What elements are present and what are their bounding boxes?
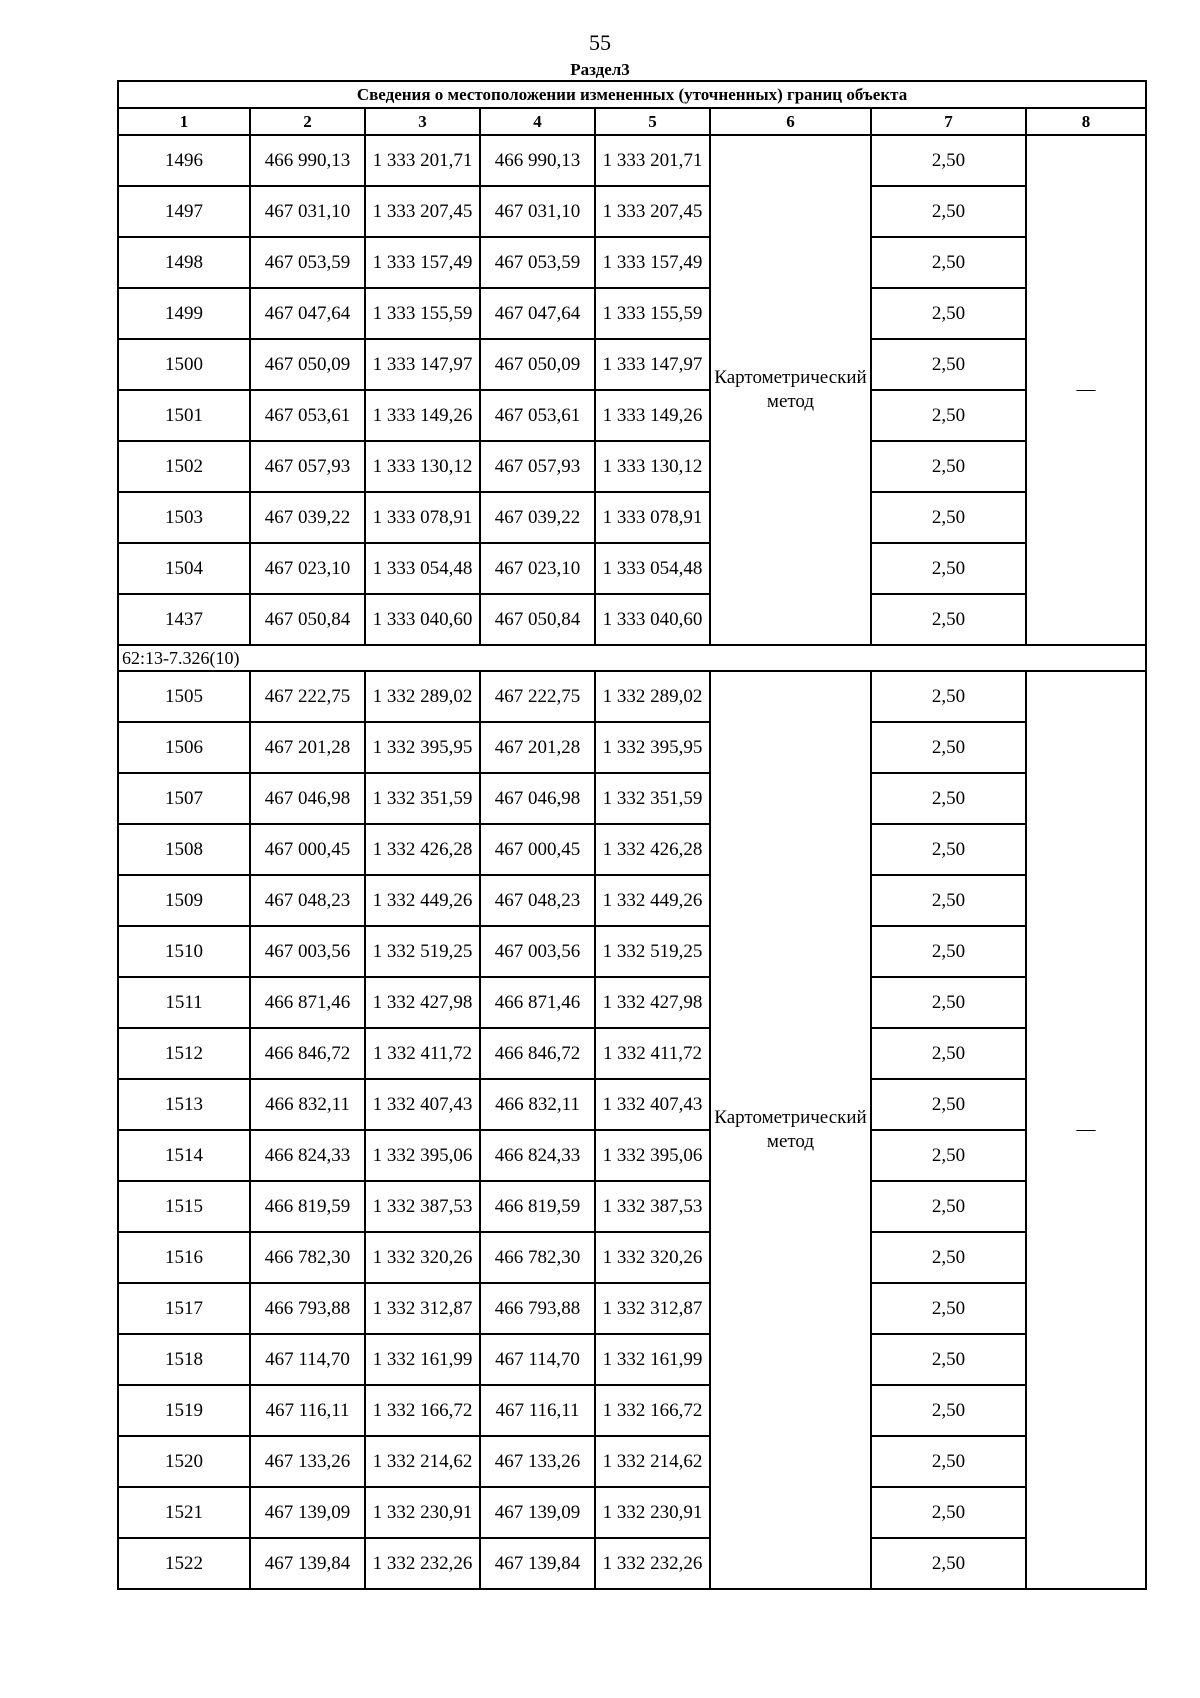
new-y-cell: 1 333 207,45: [595, 186, 710, 237]
point-number-cell: 1516: [118, 1232, 250, 1283]
table-row: [118, 543, 1146, 594]
point-number-cell: 1520: [118, 1436, 250, 1487]
column-number: 3: [365, 108, 480, 135]
old-y-cell: 1 332 289,02: [365, 671, 480, 722]
note-cell: —: [1026, 671, 1146, 1589]
new-x-cell: 466 871,46: [480, 977, 595, 1028]
precision-cell: 2,50: [871, 543, 1026, 594]
new-x-cell: 467 222,75: [480, 671, 595, 722]
point-number-cell: 1515: [118, 1181, 250, 1232]
new-x-cell: 467 046,98: [480, 773, 595, 824]
old-x-cell: 467 047,64: [250, 288, 365, 339]
new-y-cell: 1 332 230,91: [595, 1487, 710, 1538]
point-number-cell: 1500: [118, 339, 250, 390]
new-x-cell: 467 057,93: [480, 441, 595, 492]
table-row: [118, 671, 1146, 722]
old-y-cell: 1 332 449,26: [365, 875, 480, 926]
new-x-cell: 467 047,64: [480, 288, 595, 339]
point-number-cell: 1497: [118, 186, 250, 237]
precision-cell: 2,50: [871, 492, 1026, 543]
column-number: 8: [1026, 108, 1146, 135]
old-y-cell: 1 332 320,26: [365, 1232, 480, 1283]
new-y-cell: 1 332 395,95: [595, 722, 710, 773]
point-number-cell: 1518: [118, 1334, 250, 1385]
new-x-cell: 467 000,45: [480, 824, 595, 875]
parcel-label-row: [118, 645, 1146, 671]
old-x-cell: 467 116,11: [250, 1385, 365, 1436]
new-y-cell: 1 333 147,97: [595, 339, 710, 390]
new-x-cell: 466 782,30: [480, 1232, 595, 1283]
old-y-cell: 1 333 201,71: [365, 135, 480, 186]
old-y-cell: 1 332 230,91: [365, 1487, 480, 1538]
new-x-cell: 466 846,72: [480, 1028, 595, 1079]
point-number-cell: 1499: [118, 288, 250, 339]
new-x-cell: 467 139,09: [480, 1487, 595, 1538]
new-y-cell: 1 333 130,12: [595, 441, 710, 492]
point-number-cell: 1519: [118, 1385, 250, 1436]
table-row: [118, 237, 1146, 288]
table-row: [118, 1079, 1146, 1130]
old-x-cell: 466 782,30: [250, 1232, 365, 1283]
table-row: [118, 1487, 1146, 1538]
new-y-cell: 1 333 078,91: [595, 492, 710, 543]
point-number-cell: 1506: [118, 722, 250, 773]
precision-cell: 2,50: [871, 441, 1026, 492]
new-y-cell: 1 333 201,71: [595, 135, 710, 186]
old-y-cell: 1 332 312,87: [365, 1283, 480, 1334]
new-y-cell: 1 332 289,02: [595, 671, 710, 722]
precision-cell: 2,50: [871, 186, 1026, 237]
table-row: [118, 390, 1146, 441]
new-y-cell: 1 332 166,72: [595, 1385, 710, 1436]
new-y-cell: 1 332 395,06: [595, 1130, 710, 1181]
new-x-cell: 467 053,61: [480, 390, 595, 441]
old-x-cell: 466 832,11: [250, 1079, 365, 1130]
new-x-cell: 467 114,70: [480, 1334, 595, 1385]
column-number-row: [118, 108, 1146, 135]
old-y-cell: 1 333 147,97: [365, 339, 480, 390]
note-cell: —: [1026, 135, 1146, 645]
new-y-cell: 1 333 040,60: [595, 594, 710, 645]
table-row: [118, 1181, 1146, 1232]
point-number-cell: 1501: [118, 390, 250, 441]
precision-cell: 2,50: [871, 926, 1026, 977]
precision-cell: 2,50: [871, 1028, 1026, 1079]
new-x-cell: 467 023,10: [480, 543, 595, 594]
old-x-cell: 466 846,72: [250, 1028, 365, 1079]
table-row: [118, 1028, 1146, 1079]
old-x-cell: 467 133,26: [250, 1436, 365, 1487]
old-x-cell: 467 023,10: [250, 543, 365, 594]
precision-cell: 2,50: [871, 339, 1026, 390]
old-x-cell: 467 046,98: [250, 773, 365, 824]
table-row: [118, 926, 1146, 977]
table-row: [118, 722, 1146, 773]
new-x-cell: 467 139,84: [480, 1538, 595, 1589]
table-row: [118, 773, 1146, 824]
new-y-cell: 1 332 161,99: [595, 1334, 710, 1385]
new-y-cell: 1 332 232,26: [595, 1538, 710, 1589]
old-x-cell: 467 057,93: [250, 441, 365, 492]
new-y-cell: 1 333 054,48: [595, 543, 710, 594]
column-number: 1: [118, 108, 250, 135]
point-number-cell: 1522: [118, 1538, 250, 1589]
point-number-cell: 1514: [118, 1130, 250, 1181]
old-x-cell: 467 039,22: [250, 492, 365, 543]
precision-cell: 2,50: [871, 875, 1026, 926]
table-row: [118, 339, 1146, 390]
old-x-cell: 466 824,33: [250, 1130, 365, 1181]
point-number-cell: 1508: [118, 824, 250, 875]
old-y-cell: 1 332 395,95: [365, 722, 480, 773]
old-x-cell: 466 793,88: [250, 1283, 365, 1334]
new-x-cell: 466 819,59: [480, 1181, 595, 1232]
point-number-cell: 1510: [118, 926, 250, 977]
old-y-cell: 1 333 149,26: [365, 390, 480, 441]
new-x-cell: 466 824,33: [480, 1130, 595, 1181]
section-title: Раздел3: [570, 60, 630, 79]
table-row: [118, 977, 1146, 1028]
table-row: [118, 1334, 1146, 1385]
old-y-cell: 1 332 232,26: [365, 1538, 480, 1589]
new-y-cell: 1 332 387,53: [595, 1181, 710, 1232]
table-caption: Сведения о местоположении измененных (уточненных) границ объекта: [118, 81, 1146, 108]
point-number-cell: 1502: [118, 441, 250, 492]
table-row: [118, 1232, 1146, 1283]
point-number-cell: 1507: [118, 773, 250, 824]
old-y-cell: 1 333 040,60: [365, 594, 480, 645]
precision-cell: 2,50: [871, 135, 1026, 186]
table-row: [118, 1283, 1146, 1334]
point-number-cell: 1498: [118, 237, 250, 288]
precision-cell: 2,50: [871, 1232, 1026, 1283]
new-y-cell: 1 333 155,59: [595, 288, 710, 339]
new-y-cell: 1 332 214,62: [595, 1436, 710, 1487]
old-x-cell: 467 053,59: [250, 237, 365, 288]
precision-cell: 2,50: [871, 1385, 1026, 1436]
new-y-cell: 1 332 312,87: [595, 1283, 710, 1334]
new-x-cell: 467 133,26: [480, 1436, 595, 1487]
old-y-cell: 1 332 426,28: [365, 824, 480, 875]
point-number-cell: 1503: [118, 492, 250, 543]
new-x-cell: 467 031,10: [480, 186, 595, 237]
new-x-cell: 467 053,59: [480, 237, 595, 288]
new-x-cell: 467 003,56: [480, 926, 595, 977]
column-number: 5: [595, 108, 710, 135]
old-x-cell: 467 053,61: [250, 390, 365, 441]
new-y-cell: 1 332 351,59: [595, 773, 710, 824]
column-number: 6: [710, 108, 871, 135]
precision-cell: 2,50: [871, 1334, 1026, 1385]
table-caption-row: [118, 81, 1146, 108]
parcel-label: 62:13-7.326(10): [118, 645, 1146, 671]
column-number: 2: [250, 108, 365, 135]
precision-cell: 2,50: [871, 594, 1026, 645]
new-x-cell: 466 832,11: [480, 1079, 595, 1130]
table-row: [118, 1385, 1146, 1436]
old-x-cell: 467 201,28: [250, 722, 365, 773]
old-y-cell: 1 333 078,91: [365, 492, 480, 543]
old-x-cell: 467 114,70: [250, 1334, 365, 1385]
point-number-cell: 1437: [118, 594, 250, 645]
point-number-cell: 1511: [118, 977, 250, 1028]
old-y-cell: 1 333 155,59: [365, 288, 480, 339]
precision-cell: 2,50: [871, 1283, 1026, 1334]
coordinates-table: [117, 80, 1147, 1590]
new-y-cell: 1 332 519,25: [595, 926, 710, 977]
old-x-cell: 467 003,56: [250, 926, 365, 977]
table-row: [118, 135, 1146, 186]
old-y-cell: 1 332 387,53: [365, 1181, 480, 1232]
old-y-cell: 1 333 157,49: [365, 237, 480, 288]
old-y-cell: 1 332 427,98: [365, 977, 480, 1028]
table-row: [118, 1538, 1146, 1589]
precision-cell: 2,50: [871, 1079, 1026, 1130]
old-y-cell: 1 332 395,06: [365, 1130, 480, 1181]
point-number-cell: 1504: [118, 543, 250, 594]
page-number: 55: [589, 30, 611, 55]
new-x-cell: 466 990,13: [480, 135, 595, 186]
old-y-cell: 1 332 411,72: [365, 1028, 480, 1079]
precision-cell: 2,50: [871, 1436, 1026, 1487]
precision-cell: 2,50: [871, 288, 1026, 339]
precision-cell: 2,50: [871, 1487, 1026, 1538]
table-row: [118, 824, 1146, 875]
point-number-cell: 1513: [118, 1079, 250, 1130]
new-x-cell: 467 116,11: [480, 1385, 595, 1436]
column-number: 7: [871, 108, 1026, 135]
precision-cell: 2,50: [871, 824, 1026, 875]
table-row: [118, 492, 1146, 543]
old-x-cell: 467 048,23: [250, 875, 365, 926]
old-x-cell: 467 222,75: [250, 671, 365, 722]
new-y-cell: 1 333 157,49: [595, 237, 710, 288]
old-y-cell: 1 333 054,48: [365, 543, 480, 594]
point-number-cell: 1512: [118, 1028, 250, 1079]
precision-cell: 2,50: [871, 671, 1026, 722]
new-x-cell: 467 039,22: [480, 492, 595, 543]
precision-cell: 2,50: [871, 237, 1026, 288]
precision-cell: 2,50: [871, 722, 1026, 773]
point-number-cell: 1509: [118, 875, 250, 926]
old-x-cell: 467 050,09: [250, 339, 365, 390]
old-x-cell: 467 031,10: [250, 186, 365, 237]
old-y-cell: 1 333 207,45: [365, 186, 480, 237]
old-x-cell: 467 139,84: [250, 1538, 365, 1589]
table-row: [118, 594, 1146, 645]
new-x-cell: 467 201,28: [480, 722, 595, 773]
old-y-cell: 1 332 214,62: [365, 1436, 480, 1487]
point-number-cell: 1496: [118, 135, 250, 186]
table-row: [118, 441, 1146, 492]
old-y-cell: 1 332 166,72: [365, 1385, 480, 1436]
old-x-cell: 467 139,09: [250, 1487, 365, 1538]
column-number: 4: [480, 108, 595, 135]
new-y-cell: 1 333 149,26: [595, 390, 710, 441]
old-y-cell: 1 332 519,25: [365, 926, 480, 977]
old-x-cell: 466 990,13: [250, 135, 365, 186]
new-y-cell: 1 332 449,26: [595, 875, 710, 926]
precision-cell: 2,50: [871, 390, 1026, 441]
precision-cell: 2,50: [871, 1130, 1026, 1181]
point-number-cell: 1517: [118, 1283, 250, 1334]
precision-cell: 2,50: [871, 1181, 1026, 1232]
new-x-cell: 467 050,09: [480, 339, 595, 390]
old-y-cell: 1 333 130,12: [365, 441, 480, 492]
old-x-cell: 466 871,46: [250, 977, 365, 1028]
new-y-cell: 1 332 407,43: [595, 1079, 710, 1130]
new-x-cell: 466 793,88: [480, 1283, 595, 1334]
old-y-cell: 1 332 161,99: [365, 1334, 480, 1385]
table-row: [118, 1130, 1146, 1181]
table-row: [118, 288, 1146, 339]
new-x-cell: 467 050,84: [480, 594, 595, 645]
new-y-cell: 1 332 320,26: [595, 1232, 710, 1283]
table-row: [118, 875, 1146, 926]
point-number-cell: 1505: [118, 671, 250, 722]
new-y-cell: 1 332 426,28: [595, 824, 710, 875]
method-cell: Картометрический метод: [710, 671, 871, 1589]
point-number-cell: 1521: [118, 1487, 250, 1538]
precision-cell: 2,50: [871, 977, 1026, 1028]
old-x-cell: 466 819,59: [250, 1181, 365, 1232]
table-row: [118, 186, 1146, 237]
precision-cell: 2,50: [871, 773, 1026, 824]
precision-cell: 2,50: [871, 1538, 1026, 1589]
table-row: [118, 1436, 1146, 1487]
new-y-cell: 1 332 411,72: [595, 1028, 710, 1079]
old-y-cell: 1 332 351,59: [365, 773, 480, 824]
new-y-cell: 1 332 427,98: [595, 977, 710, 1028]
new-x-cell: 467 048,23: [480, 875, 595, 926]
method-cell: Картометрический метод: [710, 135, 871, 645]
old-y-cell: 1 332 407,43: [365, 1079, 480, 1130]
old-x-cell: 467 000,45: [250, 824, 365, 875]
old-x-cell: 467 050,84: [250, 594, 365, 645]
